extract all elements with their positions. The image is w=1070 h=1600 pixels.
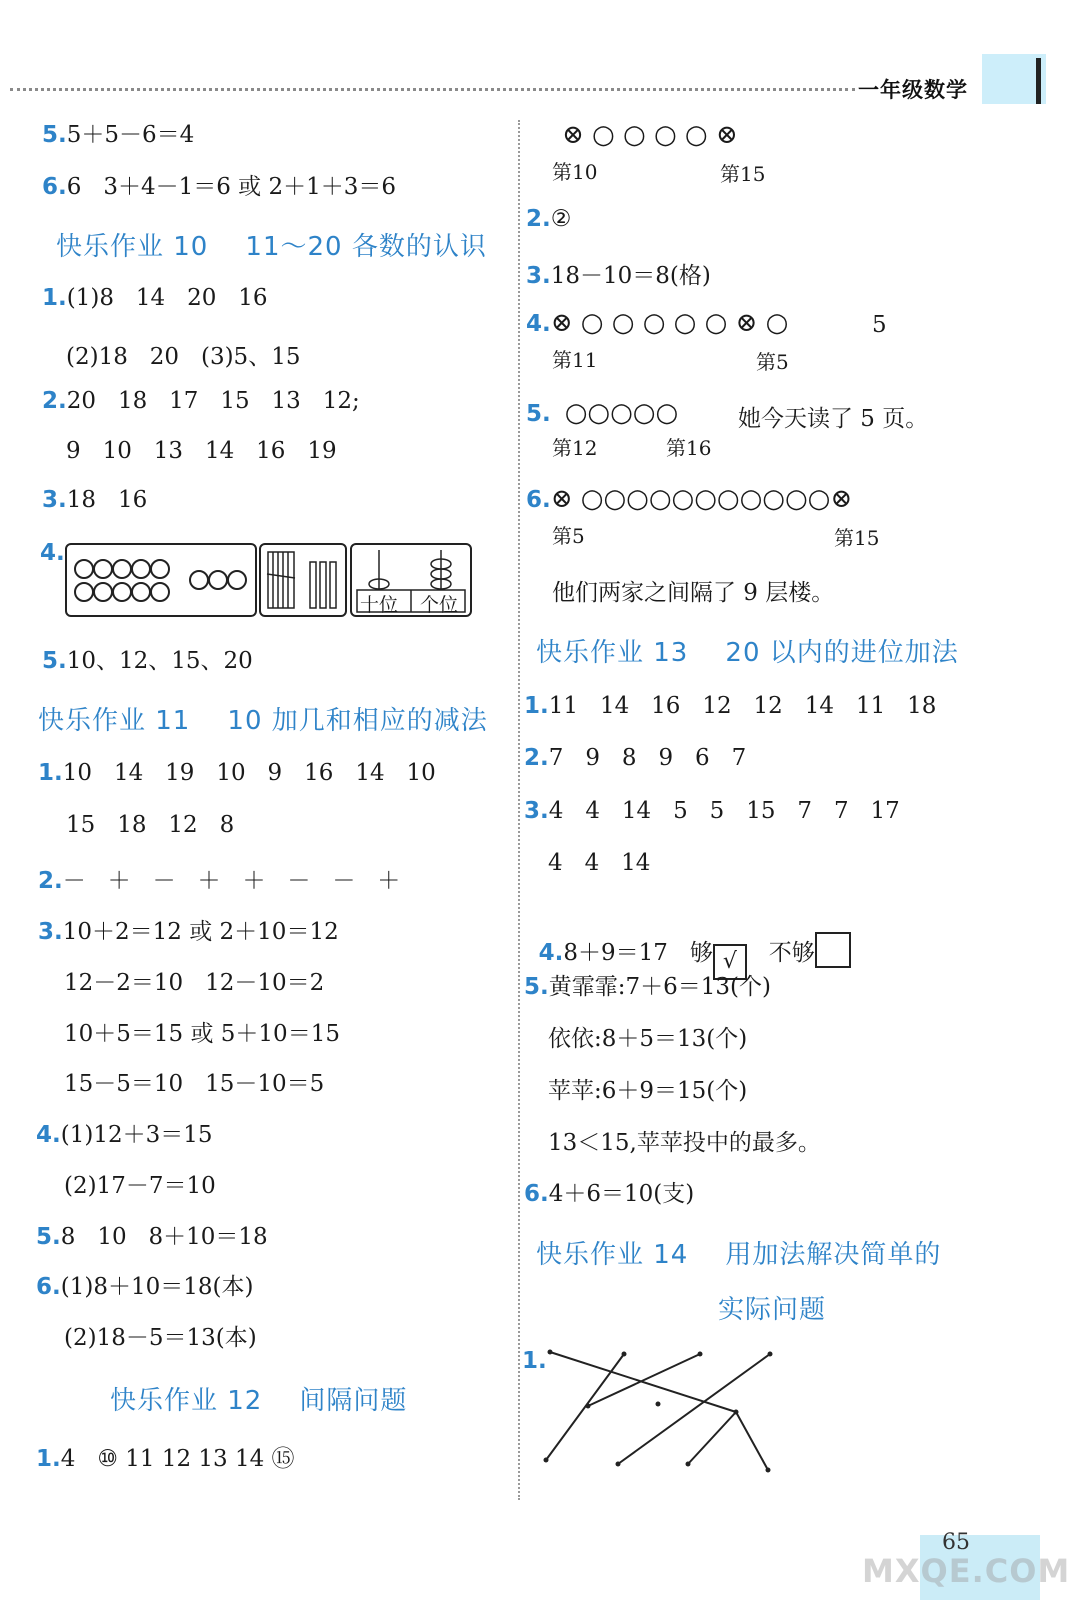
answer-line: 6.⊗ ○○○○○○○○○○○⊗: [526, 484, 853, 514]
enough-checkbox: √: [713, 944, 747, 980]
answer-line: 6.(1)8＋10＝18(本): [36, 1274, 254, 1300]
answer-line: (2)18－5＝13(本): [64, 1325, 257, 1351]
not-enough-checkbox: [815, 932, 851, 968]
answer-line: 1.11 14 16 12 12 14 11 18: [524, 693, 937, 719]
answer-line: 5.8 10 8＋10＝18: [36, 1224, 268, 1250]
answer-line: 15 18 12 8: [66, 812, 235, 838]
answer-line: 10＋5＝15 或 5＋10＝15: [64, 1021, 340, 1047]
answer-line: 1.10 14 19 10 9 16 14 10: [38, 760, 436, 786]
counting-sticks-figure: [258, 542, 348, 618]
answer-line: 1.(1)8 14 20 16: [42, 285, 268, 311]
position-label: 第5: [552, 524, 585, 548]
answer-line: 3.18 16: [42, 487, 148, 513]
section-heading-10: 快乐作业 10 11～20 各数的认识: [56, 232, 487, 262]
answer-line: 4 4 14: [548, 850, 651, 876]
answer-line: 1.4 ⑩ 11 12 13 14 ⑮: [36, 1446, 295, 1472]
answer-line: 2.20 18 17 15 13 12;: [42, 388, 360, 414]
answer-line: 2.②: [526, 206, 572, 232]
answer-line: (2)18 20 (3)5、15: [66, 344, 301, 370]
counting-circles-figure: [64, 542, 258, 618]
ones-label: 个位: [420, 594, 459, 616]
answer-line: 3.10＋2＝12 或 2＋10＝12: [38, 919, 339, 945]
position-label: 第15: [720, 162, 766, 186]
answer-line: 5.5＋5－6＝4: [42, 122, 195, 148]
section-heading-14: 快乐作业 14 用加法解决简单的: [536, 1240, 942, 1270]
answer-line: 苹苹:6＋9＝15(个): [548, 1078, 748, 1104]
answer-line: 9 10 13 14 16 19: [66, 438, 337, 464]
answer-line: 13＜15,苹苹投中的最多。: [548, 1130, 821, 1156]
page-number: 65: [942, 1530, 970, 1555]
answer-line: (2)17－7＝10: [64, 1173, 216, 1199]
answer-line: 5.10、12、15、20: [42, 648, 253, 674]
line-matching-figure: [536, 1344, 786, 1476]
answer-line: 4.8＋9＝17 够 √ 不够: [524, 906, 851, 980]
position-label: 第15: [834, 526, 880, 550]
answer-line: 2.7 9 8 9 6 7: [524, 745, 747, 771]
position-label: 第11: [552, 348, 598, 372]
column-divider: [518, 120, 520, 1500]
answer-line: 3.18－10＝8(格): [526, 263, 711, 289]
answer-line: 6.4＋6＝10(支): [524, 1181, 695, 1207]
header-tab-edge: [1036, 58, 1041, 104]
header-dotted-rule: [10, 88, 855, 91]
answer-line: 2.－ ＋ － ＋ ＋ － － ＋: [38, 868, 401, 894]
abacus-figure: [349, 542, 473, 618]
section-heading-11: 快乐作业 11 10 加几和相应的减法: [38, 706, 488, 736]
answer-sentence: 他们两家之间隔了 9 层楼。: [552, 580, 835, 606]
section-heading-14-continued: 实际问题: [718, 1295, 827, 1325]
circle-row: ⊗ ○ ○ ○ ○ ⊗: [562, 120, 738, 150]
answer-line: 4.⊗ ○ ○ ○ ○ ○ ⊗ ○: [526, 308, 789, 338]
answer-line: 4.: [40, 540, 65, 566]
answer-line: 15－5＝10 15－10＝5: [64, 1071, 325, 1097]
answer-value: 5: [872, 312, 887, 338]
answer-line: 4.(1)12＋3＝15: [36, 1122, 213, 1148]
position-label: 第12: [552, 436, 598, 460]
section-heading-12: 快乐作业 12 间隔问题: [110, 1386, 408, 1416]
position-label: 第10: [552, 160, 598, 184]
answer-line: 依依:8＋5＝13(个): [548, 1026, 748, 1052]
answer-line: 3.4 4 14 5 5 15 7 7 17: [524, 798, 900, 824]
answer-line: 12－2＝10 12－10＝2: [64, 970, 325, 996]
tens-label: 十位: [360, 594, 399, 616]
position-label: 第16: [666, 436, 712, 460]
watermark: MXQE.COM: [862, 1552, 1070, 1590]
position-label: 第5: [756, 350, 789, 374]
answer-sentence: 她今天读了 5 页。: [738, 406, 929, 432]
page-header-title: 一年级数学: [858, 78, 968, 102]
section-heading-13: 快乐作业 13 20 以内的进位加法: [536, 638, 959, 668]
answer-line: 1.: [522, 1348, 547, 1374]
answer-line: 5.黄霏霏:7＋6＝13(个): [524, 974, 771, 1000]
answer-line: 5. ○○○○○: [526, 398, 679, 428]
answer-line: 6.6 3＋4－1＝6 或 2＋1＋3＝6: [42, 174, 397, 200]
